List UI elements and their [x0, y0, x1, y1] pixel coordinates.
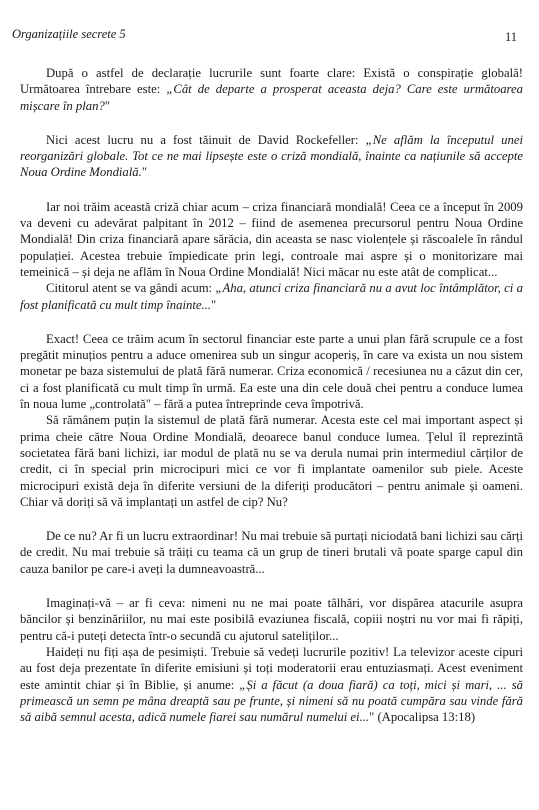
page-number: 11: [504, 30, 517, 44]
paragraph: Cititorul atent se va gândi acum: „Aha, atunci criza financiară nu a avut loc întâmplător, ci a fost planificată cu mult timp înainte...": [20, 281, 523, 312]
paragraph: Exact! Ceea ce trăim acum în sectorul financiar este parte a unui plan fără scrupule ce a fost pregătit minuțios pentru a aduce omenirea sub un singur acoperiș, în care va exista un nou sistem monetar pe baza sistemului de plată fără numerar. Criza economică / recesiunea nu a căzut din cer, ci a fost planificată cu mult timp în urmă. Ea este una din cele două chei pentru a conduce lumea în noua lume „controlată" – fără a putea întreprinde ceva împotrivă.: [20, 331, 523, 412]
paragraph: Să rămânem puțin la sistemul de plată fără numerar. Acesta este cel mai important aspect și prima cheie către Noua Ordine Mondială, deoarece banul conduce lumea. Țelul îl reprezintă societatea fără bani lichizi, iar modul de plată nu se va derula numai prin intermediul cărților de credit, ci în special prin microcipuri mici ce vor fi implantate oamenilor sub piele. Aceste microcipuri există deja în diferite versiuni de la diferiți producători – pentru animale și oameni. Chiar vă doriți să vă implantați un astfel de cip? Nu?: [20, 413, 523, 509]
running-title: Organizațiile secrete 5: [12, 27, 126, 41]
paragraph: Iar noi trăim această criză chiar acum – criza financiară mondială! Ceea ce a început în 2009 va deveni cu adevărat palpitant în 2012 – fiind de asemenea precursorul pentru Noua Ordine Mondială! Din criza financiară apare sărăcia, din aceasta se nasc violențele și răscoalele în rândul populației. Acestea trebuie împiedicate prin legi, controale mai aspre și o monitorizare mai temeinică – și deja ne aflăm în Noua Ordine Mondială! Nici măcar nu este atât de complicat...: [20, 199, 523, 279]
page-body: [20, 65, 523, 725]
paragraph: Haideți nu fiți așa de pesimiști. Trebuie să vedeți lucrurile pozitiv! La televizor aceste cipuri au fost deja prezentate în diferite emisiuni și toți moderatorii erau entuziasmați. Acest eveniment este amintit chiar și în Biblie, și anume: „Și a făcut (a doua fiară) ca toți, mici și mari, ... să primească un semn pe mâna dreaptă sau pe frunte, și nimeni să nu poată cumpăra sau vinde fără să aibă semnul acesta, adică numele fiarei sau numărul numelui ei..." (Apocalipsa 13:18): [20, 644, 523, 725]
paragraph: Imaginați-vă – ar fi ceva: nimeni nu ne mai poate tâlhări, vor dispărea atacurile asupra băncilor și benzinăriilor, nu mai este posibilă evaziunea fiscală, copiii noștri nu vor mai fi răpiți, pentru că-i puteți detecta într-o secundă cu ajutorul sateliților...: [20, 596, 523, 643]
paragraph: De ce nu? Ar fi un lucru extraordinar! Nu mai trebuie să purtați niciodată bani lichizi sau cărți de credit. Nu mai trebuie să trăiți cu teama că un grup de tineri brutali vă poate sparge capul din cauza banilor pe care-i aveți la dumneavoastră...: [20, 529, 523, 576]
paragraph: După o astfel de declarație lucrurile sunt foarte clare: Există o conspirație globală! Următoarea întrebare este: „Cât de departe a prosperat aceasta deja? Care este următoarea mișcare în plan?": [20, 66, 523, 113]
paragraph: Nici acest lucru nu a fost tăinuit de David Rockefeller: „Ne aflăm la începutul unei reorganizări globale. Tot ce ne mai lipsește este o criză mondială, înainte ca națiunile să accepte Noua Ordine Mondială.": [20, 132, 523, 180]
